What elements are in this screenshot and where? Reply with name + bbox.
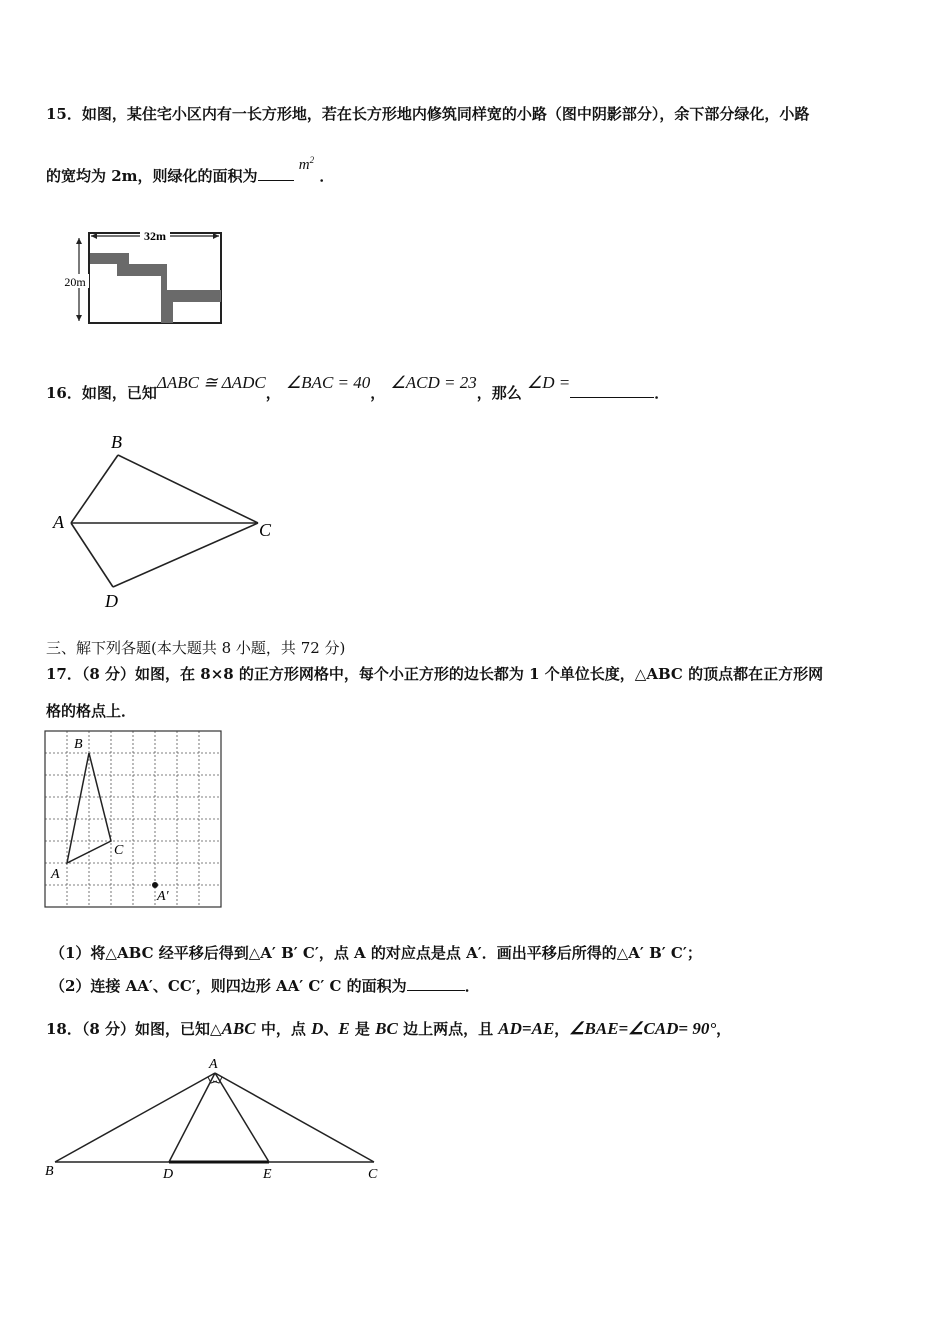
q15-figure [55, 228, 230, 328]
q17-sub2-text: （2）连接 AA′、CC′，则四边形 AA′ C′ C 的面积为 [50, 977, 407, 995]
q18-cond1: AD=AE [498, 1019, 555, 1038]
label-d: D [105, 591, 118, 611]
q18-figure [40, 1055, 390, 1190]
label-c: C [368, 1167, 378, 1182]
q15-unit: $m^2$ [298, 155, 315, 173]
label-a: A [51, 867, 60, 882]
q15-end: ． [319, 167, 335, 185]
q18-sep: 、 [323, 1020, 339, 1038]
segment-ab [71, 455, 118, 523]
q16-figure [45, 430, 285, 615]
q15-line2 [46, 155, 335, 186]
point-a-prime [152, 882, 158, 888]
q16-sep1: ， [265, 384, 281, 402]
q16-sep2: ， [370, 384, 386, 402]
label-e: E [263, 1167, 272, 1182]
label-b: B [111, 432, 122, 452]
section3-heading: 三、解下列各题(本大题共 8 小题，共 72 分) [46, 639, 346, 657]
q17-sub1: （1）将△ABC 经平移后得到△A′ B′ C′，点 A 的对应点是点 A′．画出平移后所得的△A′ B′ C′； [50, 944, 702, 962]
height-arrow-bottom [76, 315, 82, 321]
q16-then: ，那么 [476, 384, 522, 402]
segment-dc [113, 523, 258, 587]
q16-ask: ∠D = [526, 373, 571, 392]
q18-pre: 18．（8 分）如图，已知△ [46, 1020, 222, 1038]
height-arrow-top [76, 238, 82, 244]
q18-comma: ， [554, 1020, 570, 1038]
label-b: B [74, 737, 83, 752]
q16-pre: 16．如图，已知 [46, 384, 157, 402]
label-a: A [209, 1057, 218, 1072]
q18-cond2: ∠BAE=∠CAD= 90° [569, 1019, 717, 1038]
q18-tri: ABC [221, 1019, 256, 1038]
q17-sub2-end: ． [464, 977, 480, 995]
q16-cond2: ∠BAC = 40 [285, 373, 371, 392]
q16-answer-blank [570, 397, 654, 398]
height-label: 20m [64, 275, 86, 289]
label-a-prime: A′ [157, 889, 169, 904]
q16-line [46, 373, 670, 403]
q18-mid3: 边上两点，且 [397, 1020, 499, 1038]
label-a: A [53, 512, 64, 532]
width-label: 32m [144, 229, 166, 243]
label-c: C [259, 520, 272, 540]
label-c: C [114, 843, 124, 858]
q18-bc: BC [375, 1019, 398, 1038]
segment-ae [215, 1073, 269, 1162]
label-d: D [163, 1167, 174, 1182]
q18-end: ， [716, 1020, 732, 1038]
q18-line [46, 1018, 731, 1039]
q15-answer-blank [258, 180, 294, 181]
segment-ac [215, 1073, 374, 1162]
q15-line2-text: 的宽均为 2m，则绿化的面积为 [46, 167, 258, 185]
q18-d: D [311, 1019, 324, 1038]
segment-bc [118, 455, 258, 523]
q17-sub2 [50, 975, 480, 996]
q15-line1: 15．如图，某住宅小区内有一长方形地，若在长方形地内修筑同样宽的小路（图中阴影部分），余下部分绿化，小路 [46, 105, 810, 123]
q17-line2: 格的格点上． [46, 702, 137, 720]
square-grid [45, 731, 221, 907]
q18-e: E [338, 1019, 350, 1038]
q16-cond1: ΔABC ≅ ΔADC [156, 373, 266, 392]
label-b: B [45, 1164, 54, 1179]
q17-answer-blank [407, 990, 465, 991]
q16-end: ． [654, 384, 670, 402]
q18-mid1: 中，点 [255, 1020, 312, 1038]
q17-line1: 17．（8 分）如图，在 8×8 的正方形网格中，每个小正方形的边长都为 1 个单位长度，△ABC 的顶点都在正方形网 [46, 665, 824, 683]
q18-mid2: 是 [349, 1020, 376, 1038]
segment-ad [71, 523, 113, 587]
segment-ab [55, 1073, 215, 1162]
q16-cond3: ∠ACD = 23 [390, 373, 477, 392]
q17-grid-figure [44, 730, 224, 910]
